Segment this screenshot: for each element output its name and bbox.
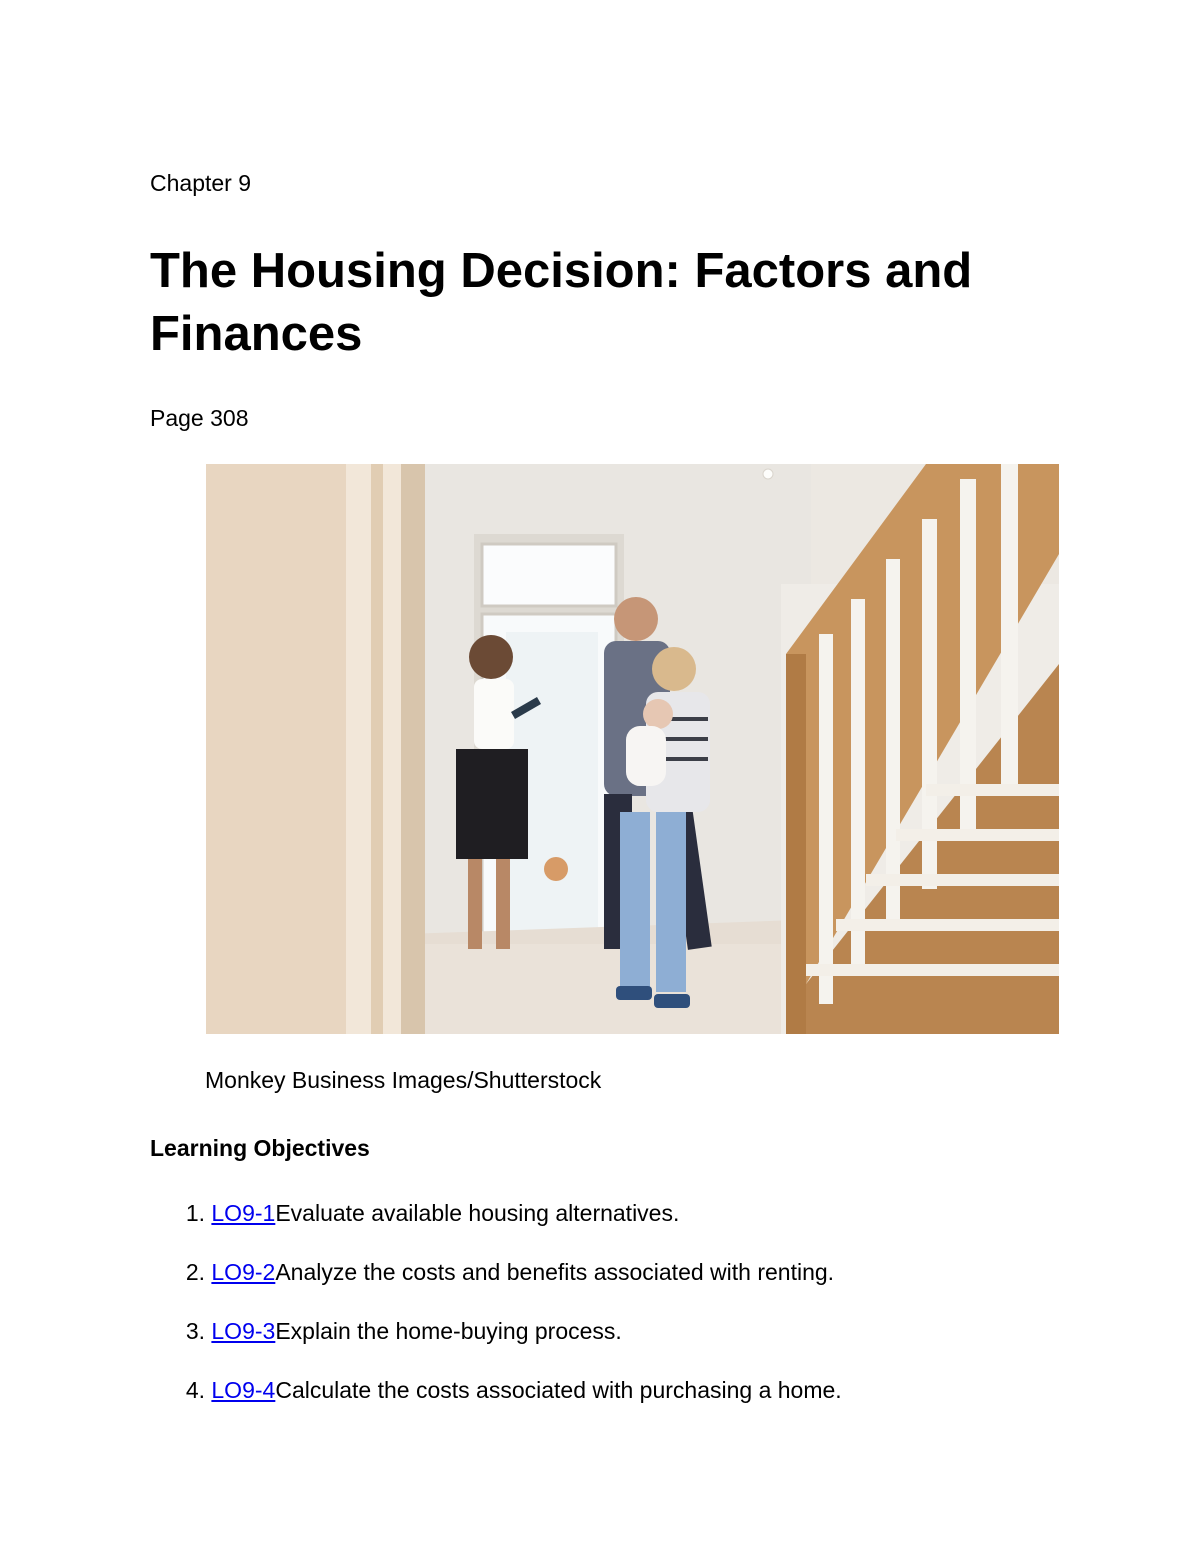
- list-item: [150, 1318, 842, 1377]
- objective-text: Analyze the costs and benefits associated with renting.: [275, 1259, 835, 1285]
- page-number: Page 308: [150, 405, 249, 431]
- lo-link[interactable]: LO9-1: [211, 1200, 276, 1226]
- list-number: 1.: [185, 1200, 205, 1226]
- lo-link[interactable]: LO9-4: [211, 1377, 276, 1403]
- learning-objectives-heading: Learning Objectives: [150, 1135, 370, 1161]
- objective-text: Explain the home-buying process.: [275, 1318, 622, 1344]
- list-number: 3.: [185, 1318, 205, 1344]
- list-item: [150, 1200, 842, 1259]
- list-number: 2.: [185, 1259, 205, 1285]
- house-viewing-photo: [206, 464, 1059, 1034]
- lo-link[interactable]: LO9-3: [211, 1318, 276, 1344]
- learning-objectives-list: [150, 1200, 842, 1436]
- lo-link[interactable]: LO9-2: [211, 1259, 276, 1285]
- photo-credit: Monkey Business Images/Shutterstock: [205, 1067, 602, 1093]
- list-number: 4.: [185, 1377, 205, 1403]
- chapter-label: Chapter 9: [150, 170, 252, 196]
- objective-text: Evaluate available housing alternatives.: [275, 1200, 680, 1226]
- objective-text: Calculate the costs associated with purchasing a home.: [275, 1377, 842, 1403]
- list-item: [150, 1259, 842, 1318]
- list-item: [150, 1377, 842, 1436]
- page-title: The Housing Decision: Factors and Finances: [150, 244, 973, 361]
